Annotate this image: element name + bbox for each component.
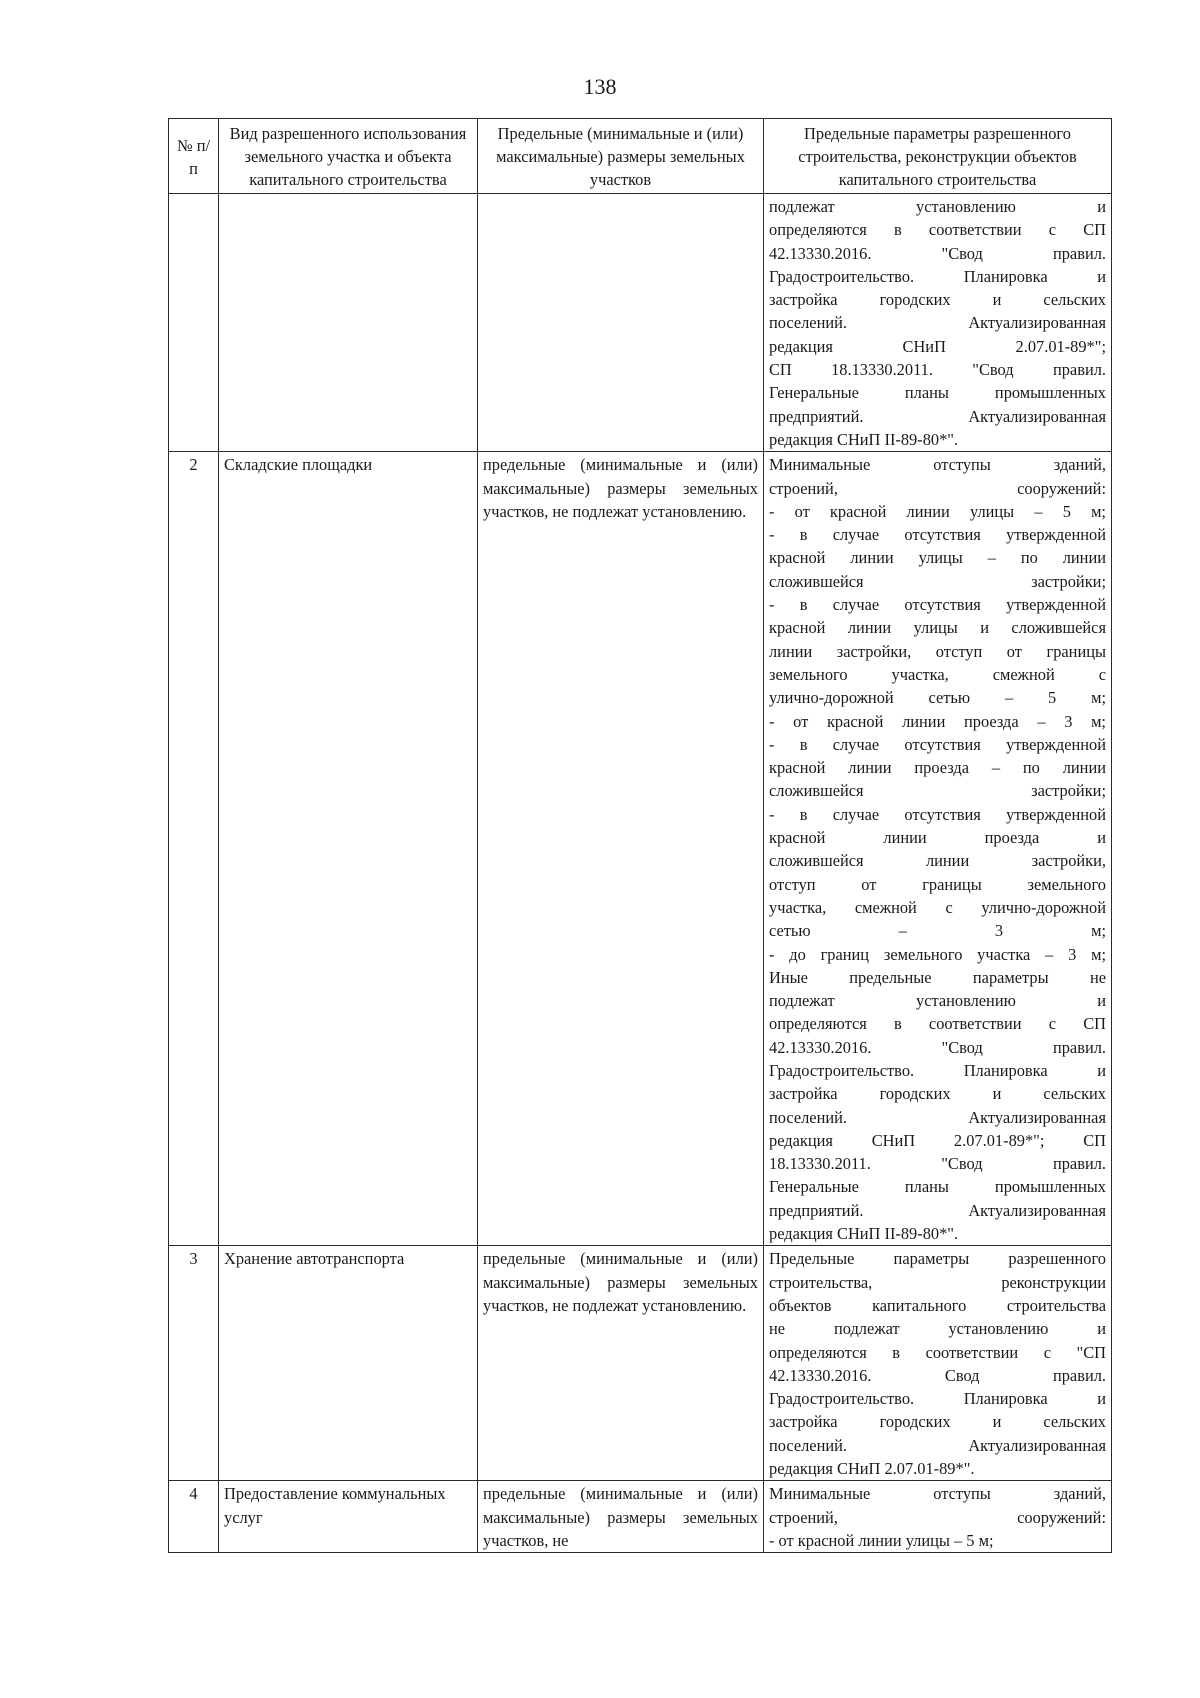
params-line: Минимальные отступы зданий, [769,455,1106,475]
params-line: подлежат установлению и [769,991,1106,1011]
params-line: объектов капитального строительства [769,1295,1106,1315]
params-line: поселений. Актуализированная [769,1435,1106,1455]
params-line: редакция СНиП 2.07.01-89*"; СП [769,1130,1106,1150]
params-line: земельного участка, смежной с [769,664,1106,684]
params-line: Генеральные планы промышленных [769,1177,1106,1197]
page-number: 138 [583,74,617,99]
row-number: 2 [169,452,219,1246]
row-number: 3 [169,1246,219,1481]
params-line: отступ от границы земельного [769,874,1106,894]
params-line: редакция СНиП II-89-80*". [769,429,959,449]
params-line: строительства, реконструкции [769,1272,1106,1292]
params-line: застройка городских и сельских [769,1084,1106,1104]
params-line: предприятий. Актуализированная [769,1200,1106,1220]
params-line: красной линии улицы – по линии [769,548,1106,568]
params-line: - в случае отсутствия утвержденной [769,804,1106,824]
params-line: Градостроительство. Планировка и [769,1060,1106,1080]
params-line: линии застройки, отступ от границы [769,641,1106,661]
params-line: определяются в соответствии с СП [769,1014,1106,1034]
params-line: предприятий. Актуализированная [769,406,1106,426]
params-line: поселений. Актуализированная [769,1107,1106,1127]
params-line: строений, сооружений: [769,478,1106,498]
params-line: - в случае отсутствия утвержденной [769,595,1106,615]
row-number [169,194,219,452]
params-line: Предельные параметры разрешенного [769,1249,1106,1269]
row-use-type: Складские площадки [219,452,478,1246]
params-line: поселений. Актуализированная [769,313,1106,333]
params-line: 42.13330.2016. "Свод правил. [769,1037,1106,1057]
params-line: участка, смежной с улично-дорожной [769,897,1106,917]
params-line: красной линии проезда и [769,828,1106,848]
row-build-params [764,194,1112,452]
params-line: сетью – 3 м; [769,921,1106,941]
params-line: сложившейся застройки; [769,781,1106,801]
params-line: - в случае отсутствия утвержденной [769,525,1106,545]
params-line: красной линии проезда – по линии [769,758,1106,778]
row-plot-sizes: предельные (минимальные и (или) максимальные) размеры земельных участков, не подлежат установлению. [478,452,764,1246]
params-line: СП 18.13330.2011. "Свод правил. [769,360,1106,380]
header-plot-sizes: Предельные (минимальные и (или) максимальные) размеры земельных участков [478,119,764,194]
regulations-table [168,118,1112,1553]
row-plot-sizes: предельные (минимальные и (или) максимальные) размеры земельных участков, не [478,1481,764,1553]
row-plot-sizes [478,194,764,452]
params-line: редакция СНиП 2.07.01-89*". [769,1459,975,1479]
row-build-params [764,1246,1112,1481]
params-line: Градостроительство. Планировка и [769,266,1106,286]
table-row [169,194,1112,452]
row-use-type: Предоставление коммунальных услуг [219,1481,478,1553]
params-line: застройка городских и сельских [769,290,1106,310]
params-line: не подлежат установлению и [769,1319,1106,1339]
row-use-type: Хранение автотранспорта [219,1246,478,1481]
params-line: застройка городских и сельских [769,1412,1106,1432]
row-build-params [764,452,1112,1246]
params-line: Генеральные планы промышленных [769,383,1106,403]
row-plot-sizes: предельные (минимальные и (или) максимальные) размеры земельных участков, не подлежат установлению. [478,1246,764,1481]
params-line: определяются в соответствии с СП [769,220,1106,240]
table-row [169,1481,1112,1553]
params-line: редакция СНиП II-89-80*". [769,1224,959,1244]
params-line: редакция СНиП 2.07.01-89*"; [769,336,1106,356]
params-line: - до границ земельного участка – 3 м; [769,944,1106,964]
params-line: улично-дорожной сетью – 5 м; [769,688,1106,708]
table-header-row [169,119,1112,194]
header-number: № п/п [169,119,219,194]
params-line: Градостроительство. Планировка и [769,1389,1106,1409]
params-line: - в случае отсутствия утвержденной [769,734,1106,754]
params-line: строений, сооружений: [769,1507,1106,1527]
params-line: Иные предельные параметры не [769,967,1106,987]
header-build-params: Предельные параметры разрешенного строительства, реконструкции объектов капитального строительства [764,119,1112,194]
params-line: сложившейся линии застройки, [769,851,1106,871]
table-row [169,1246,1112,1481]
table-row [169,452,1112,1246]
params-line: 42.13330.2016. "Свод правил. [769,243,1106,263]
params-line: 18.13330.2011. "Свод правил. [769,1154,1106,1174]
params-line: Минимальные отступы зданий, [769,1484,1106,1504]
params-line: определяются в соответствии с "СП [769,1342,1106,1362]
params-line: сложившейся застройки; [769,571,1106,591]
params-line: - от красной линии проезда – 3 м; [769,711,1106,731]
table-body [169,194,1112,1553]
params-line: подлежат установлению и [769,197,1106,216]
params-line: - от красной линии улицы – 5 м; [769,1530,994,1550]
row-number: 4 [169,1481,219,1553]
row-use-type [219,194,478,452]
header-use-type: Вид разрешенного использования земельного участка и объекта капитального строительства [219,119,478,194]
params-line: красной линии улицы и сложившейся [769,618,1106,638]
row-build-params [764,1481,1112,1553]
params-line: - от красной линии улицы – 5 м; [769,501,1106,521]
params-line: 42.13330.2016. Свод правил. [769,1365,1106,1385]
